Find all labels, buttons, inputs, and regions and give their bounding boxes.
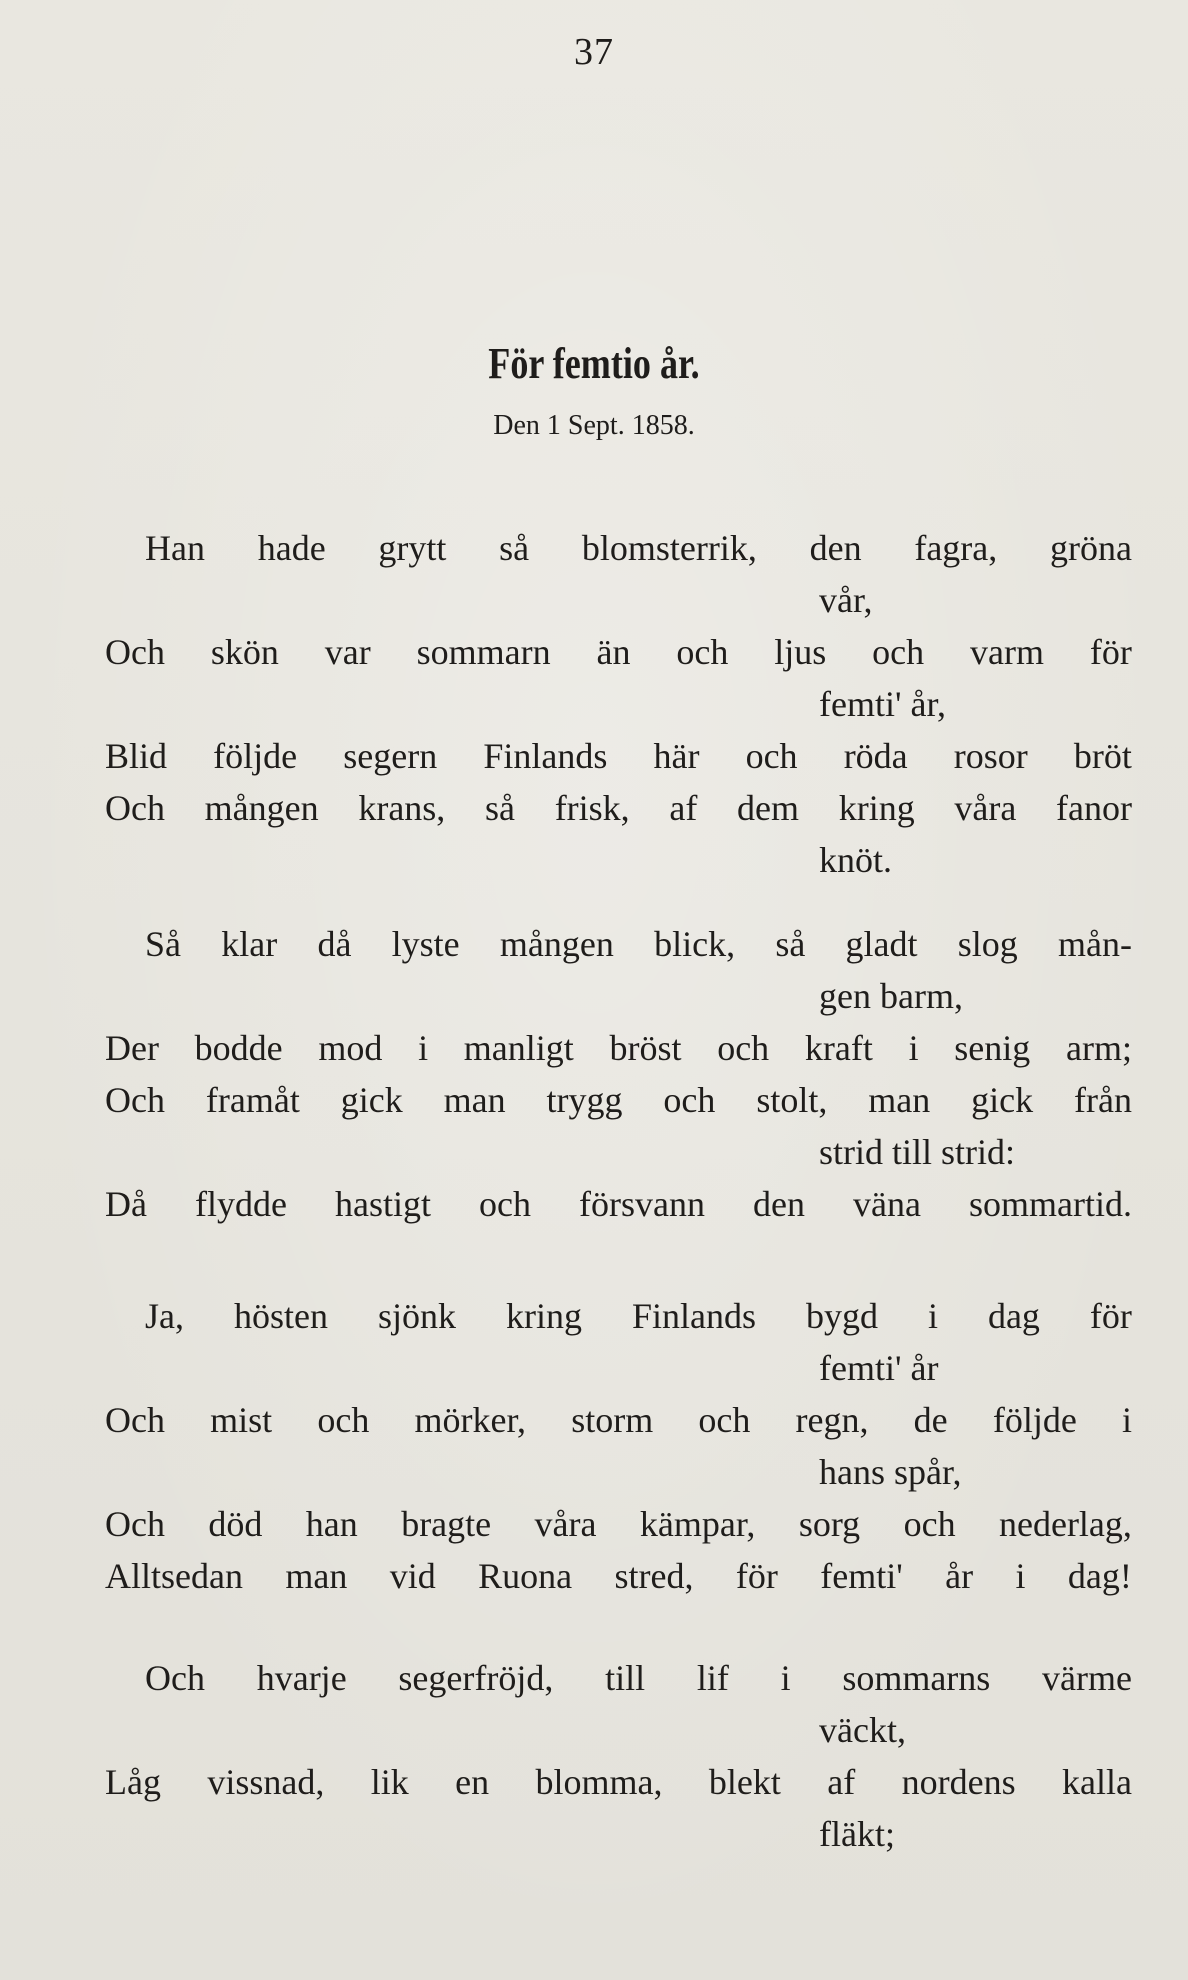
verse-word: och — [745, 736, 798, 776]
verse-word: grytt — [378, 528, 447, 568]
verse-word: regn, — [795, 1400, 869, 1440]
verse-word: Då — [105, 1184, 147, 1224]
verse-word: stred, — [614, 1556, 694, 1596]
verse-word: den — [752, 1184, 805, 1224]
verse-word: och — [872, 632, 925, 672]
verse-word: Och — [105, 1504, 165, 1544]
verse-word: hvarje — [256, 1658, 347, 1698]
verse-word: Och — [105, 632, 165, 672]
verse-line — [105, 1756, 1132, 1808]
verse-word: mången — [204, 788, 319, 828]
verse-word: i — [908, 1028, 919, 1068]
verse-word: framåt — [205, 1080, 300, 1120]
verse-word: femti' — [820, 1556, 903, 1596]
verse-word: var — [324, 632, 371, 672]
verse-word: bodde — [194, 1028, 283, 1068]
verse-turnover: femti' år — [819, 1348, 939, 1388]
verse-line — [105, 1394, 1132, 1446]
verse-word: segern — [343, 736, 438, 776]
verse-word: blomsterrik, — [581, 528, 757, 568]
verse-word: och — [676, 632, 729, 672]
stanza-3 — [105, 1290, 1132, 1602]
verse-word: Och — [105, 1080, 165, 1120]
verse-line — [105, 626, 1132, 678]
verse-word: man — [868, 1080, 931, 1120]
verse-word: kraft — [804, 1028, 873, 1068]
verse-line — [105, 1022, 1132, 1074]
verse-word: Låg — [105, 1762, 161, 1802]
verse-word: senig — [954, 1028, 1031, 1068]
verse-word: Ruona — [478, 1556, 573, 1596]
verse-line — [105, 1074, 1132, 1126]
verse-word: nederlag, — [998, 1504, 1132, 1544]
verse-word: klar — [221, 924, 278, 964]
verse-word: hastigt — [334, 1184, 431, 1224]
verse-word: än — [596, 632, 631, 672]
verse-word: och — [479, 1184, 531, 1224]
verse-turnover: femti' år, — [819, 684, 946, 724]
verse-word: man — [443, 1080, 506, 1120]
verse-line — [105, 730, 1132, 782]
page-number: 37 — [574, 31, 614, 73]
verse-word: vid — [389, 1556, 436, 1596]
verse-turnover: vår, — [819, 580, 873, 620]
verse-word: manligt — [463, 1028, 574, 1068]
verse-word: dag — [987, 1296, 1040, 1336]
verse-word: frisk, — [554, 788, 630, 828]
verse-word: och — [663, 1080, 716, 1120]
verse-turnover: knöt. — [819, 840, 893, 880]
verse-word: en — [455, 1762, 490, 1802]
verse-word: våra — [534, 1504, 597, 1544]
verse-word: storm — [571, 1400, 654, 1440]
stanza-4 — [105, 1652, 1132, 1860]
verse-word: mist — [210, 1400, 273, 1440]
verse-word: man — [285, 1556, 348, 1596]
verse-line — [105, 918, 1132, 970]
verse-word: sommarn — [416, 632, 551, 672]
verse-word: mången — [499, 924, 614, 964]
verse-word: i — [927, 1296, 938, 1336]
verse-word: i — [418, 1028, 429, 1068]
verse-word: Han — [145, 528, 205, 568]
verse-word: blekt — [708, 1762, 781, 1802]
verse-word: kämpar, — [639, 1504, 756, 1544]
verse-word: lik — [370, 1762, 409, 1802]
verse-word: sommarns — [842, 1658, 991, 1698]
verse-line — [105, 1498, 1132, 1550]
verse-word: arm; — [1065, 1028, 1132, 1068]
verse-line — [105, 782, 1132, 834]
verse-word: mod — [318, 1028, 383, 1068]
verse-word: de — [913, 1400, 948, 1440]
verse-word: kring — [505, 1296, 582, 1336]
verse-word: blick, — [654, 924, 736, 964]
verse-line — [105, 1550, 1132, 1602]
verse-word: lyste — [391, 924, 460, 964]
verse-word: Der — [105, 1028, 159, 1068]
verse-word: Så — [145, 924, 181, 964]
verse-word: trygg — [546, 1080, 623, 1120]
verse-word: rosor — [953, 736, 1028, 776]
verse-word: kalla — [1062, 1762, 1132, 1802]
verse-word: gick — [971, 1080, 1034, 1120]
verse-word: död — [208, 1504, 263, 1544]
poem-dateline: Den 1 Sept. 1858. — [493, 410, 695, 441]
verse-word: ljus — [774, 632, 827, 672]
verse-word: och — [717, 1028, 770, 1068]
verse-word: då — [317, 924, 352, 964]
verse-word: gröna — [1050, 528, 1132, 568]
verse-word: från — [1074, 1080, 1132, 1120]
verse-word: Alltsedan — [105, 1556, 243, 1596]
verse-word: för — [1089, 632, 1132, 672]
verse-word: här — [653, 736, 700, 776]
verse-turnover: fläkt; — [819, 1814, 895, 1854]
verse-word: mån- — [1058, 924, 1132, 964]
verse-word: hade — [257, 528, 326, 568]
verse-word: Och — [105, 788, 165, 828]
verse-word: bröt — [1073, 736, 1132, 776]
verse-word: vissnad, — [207, 1762, 325, 1802]
verse-word: slog — [957, 924, 1018, 964]
verse-word: i — [1015, 1556, 1026, 1596]
verse-word: Och — [105, 1400, 165, 1440]
verse-word: gick — [340, 1080, 403, 1120]
verse-word: fanor — [1056, 788, 1132, 828]
verse-word: följde — [992, 1400, 1077, 1440]
verse-word: stolt, — [756, 1080, 828, 1120]
verse-word: sommartid. — [968, 1184, 1132, 1224]
verse-turnover: gen barm, — [819, 976, 963, 1016]
verse-word: fagra, — [914, 528, 998, 568]
poem-title: För femtio år. — [488, 339, 700, 388]
verse-word: segerfröjd, — [398, 1658, 554, 1698]
verse-word: väna — [852, 1184, 921, 1224]
verse-word: för — [1089, 1296, 1132, 1336]
verse-word: varm — [970, 632, 1045, 672]
verse-word: Finlands — [483, 736, 608, 776]
verse-word: gladt — [845, 924, 918, 964]
stanza-2 — [105, 918, 1132, 1230]
verse-word: Blid — [105, 736, 168, 776]
verse-word: krans, — [358, 788, 446, 828]
verse-word: år — [945, 1556, 974, 1596]
verse-word: skön — [210, 632, 279, 672]
verse-word: Finlands — [631, 1296, 756, 1336]
verse-word: sorg — [798, 1504, 861, 1544]
verse-line — [105, 522, 1132, 574]
verse-word: för — [735, 1556, 778, 1596]
verse-word: mörker, — [414, 1400, 527, 1440]
verse-line — [105, 1652, 1132, 1704]
verse-word: lif — [696, 1658, 729, 1698]
verse-word: så — [775, 924, 806, 964]
verse-turnover: väckt, — [819, 1710, 906, 1750]
verse-word: följde — [213, 736, 298, 776]
verse-word: i — [1121, 1400, 1132, 1440]
verse-word: och — [903, 1504, 956, 1544]
verse-word: röda — [843, 736, 908, 776]
verse-word: blomma, — [535, 1762, 663, 1802]
verse-word: af — [669, 788, 698, 828]
verse-word: hösten — [233, 1296, 328, 1336]
verse-word: dag! — [1067, 1556, 1132, 1596]
verse-word: dem — [737, 788, 800, 828]
verse-word: bygd — [805, 1296, 878, 1336]
verse-word: försvann — [579, 1184, 705, 1224]
verse-word: bröst — [609, 1028, 682, 1068]
verse-word: i — [780, 1658, 791, 1698]
verse-word: nordens — [901, 1762, 1016, 1802]
verse-line — [105, 1178, 1132, 1230]
verse-word: till — [605, 1658, 646, 1698]
stanza-1 — [105, 522, 1132, 886]
verse-word: flydde — [195, 1184, 287, 1224]
verse-word: den — [809, 528, 862, 568]
verse-word: sjönk — [377, 1296, 456, 1336]
verse-turnover: hans spår, — [819, 1452, 962, 1492]
verse-word: värme — [1042, 1658, 1132, 1698]
verse-word: Och — [145, 1658, 205, 1698]
verse-word: och — [317, 1400, 370, 1440]
verse-word: och — [698, 1400, 751, 1440]
verse-turnover: strid till strid: — [819, 1132, 1016, 1172]
verse-word: af — [827, 1762, 856, 1802]
verse-word: Ja, — [145, 1296, 184, 1336]
verse-word: så — [485, 788, 515, 828]
verse-word: så — [499, 528, 530, 568]
verse-word: våra — [954, 788, 1017, 828]
verse-word: han — [305, 1504, 358, 1544]
verse-line — [105, 1290, 1132, 1342]
verse-word: kring — [838, 788, 915, 828]
verse-word: bragte — [401, 1504, 492, 1544]
